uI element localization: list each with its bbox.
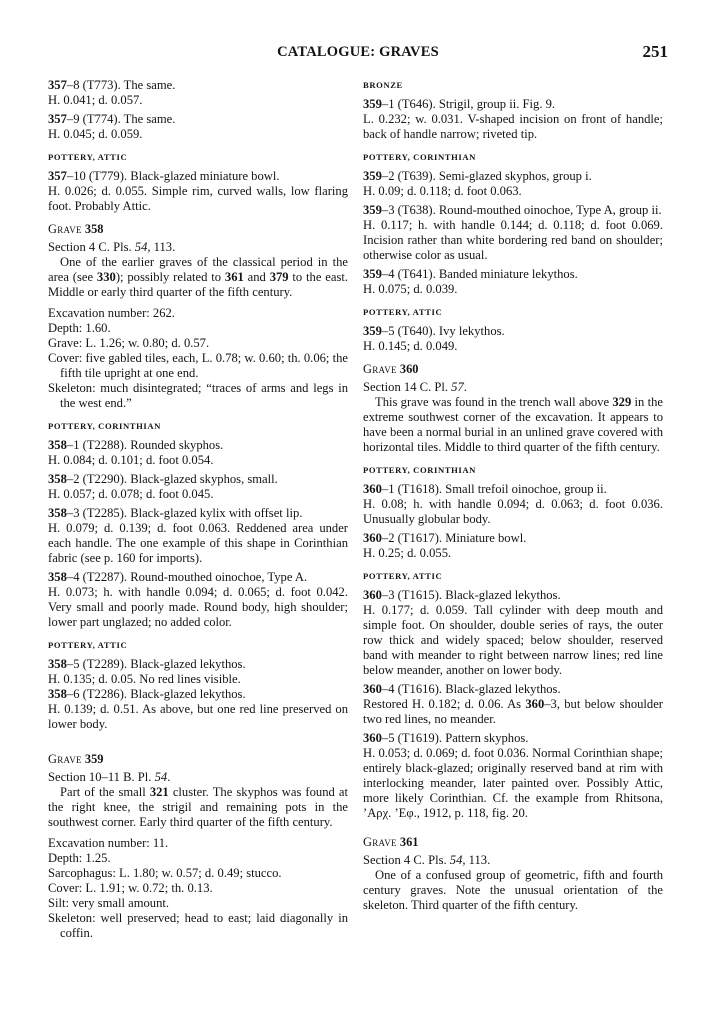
entry-360-5 [363, 731, 663, 821]
entry-title: –5 (T640). Ivy lekythos. [381, 324, 505, 338]
section-heading-pottery-attic: POTTERY, ATTIC [363, 571, 443, 581]
entry-title: –6 (T2286). Black-glazed lekythos. [66, 687, 246, 701]
entry-dimensions: H. 0.135; d. 0.05. No red lines visible. [48, 672, 241, 686]
sarcophagus: Sarcophagus: L. 1.80; w. 0.57; d. 0.49; stucco. [48, 866, 282, 880]
section-heading-pottery-attic: POTTERY, ATTIC [48, 640, 128, 650]
entry-number: 359 [363, 203, 382, 217]
entry-dimensions: Restored H. 0.182; d. 0.06. As 360–3, but below shoulder two red lines, no meander. [363, 697, 663, 726]
grave-heading-358 [48, 222, 348, 237]
entry-360-3 [363, 588, 663, 678]
entry-number: 358 [48, 657, 67, 671]
page-header [48, 44, 668, 64]
entry-number: 359 [363, 324, 382, 338]
entry-number: 357 [48, 78, 67, 92]
entry-title: –1 (T646). Strigil, group ii. Fig. 9. [381, 97, 556, 111]
cover: Cover: five gabled tiles, each, L. 0.78; w. 0.60; th. 0.06; the fifth tile upright at one end. [48, 351, 348, 380]
entry-title: –2 (T1617). Miniature bowl. [381, 531, 527, 545]
grave-description: One of a confused group of geometric, fifth and fourth century graves. Note the unusual orientation of the skeleton. Third quarter of the fifth century. [363, 868, 663, 912]
entry-359-4 [363, 267, 663, 297]
entry-title: –1 (T1618). Small trefoil oinochoe, group ii. [381, 482, 607, 496]
section-heading-pottery-corinthian: POTTERY, CORINTHIAN [363, 465, 476, 475]
entry-dimensions: H. 0.084; d. 0.101; d. foot 0.054. [48, 453, 214, 467]
entry-358-2 [48, 472, 348, 502]
silt: Silt: very small amount. [48, 896, 170, 910]
entry-dimensions: H. 0.139; d. 0.51. As above, but one red line preserved on lower body. [48, 702, 348, 731]
entry-number: 358 [48, 472, 67, 486]
grave-heading-361 [363, 835, 663, 850]
entry-dimensions: H. 0.09; d. 0.118; d. foot 0.063. [363, 184, 522, 198]
grave-description: One of the earlier graves of the classical period in the area (see 330); possibly related to 361 and 379 to the east. Middle or early third quarter of the fifth century. [48, 255, 349, 299]
entry-number: 358 [48, 570, 67, 584]
entry-title: –1 (T2288). Rounded skyphos. [66, 438, 224, 452]
running-head: CATALOGUE: GRAVES [277, 44, 439, 60]
entry-dimensions: H. 0.026; d. 0.055. Simple rim, curved walls, low flaring foot. Probably Attic. [48, 184, 348, 213]
entry-title: –4 (T2287). Round-mouthed oinochoe, Type A. [66, 570, 308, 584]
grave-description: Part of the small 321 cluster. The skyphos was found at the right knee, the strigil and remaining pots in the southwest corner. Early third quarter of the fifth century. [48, 785, 348, 829]
section-heading-pottery-corinthian: POTTERY, CORINTHIAN [363, 152, 476, 162]
entry-number: 360 [363, 531, 382, 545]
cover: Cover: L. 1.91; w. 0.72; th. 0.13. [48, 881, 213, 895]
entry-360-2 [363, 531, 663, 561]
section-heading-bronze: BRONZE [363, 80, 403, 90]
entry-number: 360 [363, 682, 382, 696]
entry-dimensions: L. 0.232; w. 0.031. V-shaped incision on front of handle; back of handle narrow; riveted tip. [363, 112, 663, 141]
entry-title: –3 (T2285). Black-glazed kylix with offset lip. [66, 506, 303, 520]
entry-359-1 [363, 97, 663, 142]
excavation-number: Excavation number: 11. [48, 836, 169, 850]
entry-359-5 [363, 324, 663, 354]
grave-section: Section 4 C. Pls. 54, 113. [363, 853, 491, 867]
grave-heading-359 [48, 752, 348, 767]
entry-number: 358 [48, 438, 67, 452]
grave-section: Section 14 C. Pl. 57. [363, 380, 467, 394]
page-number: 251 [642, 42, 668, 61]
entry-360-1 [363, 482, 663, 527]
entry-dimensions: H. 0.057; d. 0.078; d. foot 0.045. [48, 487, 214, 501]
skeleton: Skeleton: much disintegrated; “traces of arms and legs in the west end.” [48, 381, 348, 410]
grave-number: 361 [399, 835, 419, 849]
entry-number: 358 [48, 506, 67, 520]
entry-dimensions: H. 0.08; h. with handle 0.094; d. 0.063; d. foot 0.036. Unusually globular body. [363, 497, 663, 526]
entry-359-3 [363, 203, 663, 263]
entry-title: –2 (T639). Semi-glazed skyphos, group i. [381, 169, 592, 183]
grave-label: Grave [48, 222, 82, 236]
entry-357-10 [48, 169, 348, 214]
entry-number: 360 [363, 588, 382, 602]
section-heading-pottery-attic: POTTERY, ATTIC [48, 152, 128, 162]
entry-dimensions: H. 0.25; d. 0.055. [363, 546, 452, 560]
excavation-number: Excavation number: 262. [48, 306, 175, 320]
entry-358-4 [48, 570, 348, 630]
entry-358-1 [48, 438, 348, 468]
entry-title: –2 (T2290). Black-glazed skyphos, small. [66, 472, 278, 486]
entry-dimensions: H. 0.075; d. 0.039. [363, 282, 458, 296]
entry-359-2 [363, 169, 663, 199]
entry-358-5 [48, 657, 348, 687]
entry-title: –5 (T2289). Black-glazed lekythos. [66, 657, 246, 671]
entry-title: –8 (T773). The same. [66, 78, 176, 92]
entry-title: –4 (T641). Banded miniature lekythos. [381, 267, 578, 281]
entry-title: –10 (T779). Black-glazed miniature bowl. [66, 169, 280, 183]
entry-number: 360 [363, 731, 382, 745]
grave-heading-360 [363, 362, 663, 377]
grave-label: Grave [363, 835, 397, 849]
entry-dimensions: H. 0.079; d. 0.139; d. foot 0.063. Reddened area under each handle. The one example of this shape in Corinthian fabric (see p. 160 for imports). [48, 521, 348, 565]
grave-section: Section 10–11 B. Pl. 54. [48, 770, 171, 784]
grave-number: 360 [399, 362, 419, 376]
entry-number: 359 [363, 267, 382, 281]
entry-dimensions: H. 0.117; h. with handle 0.144; d. 0.118; d. foot 0.069. Incision rather than white bordering red band on shoulder; otherwise color as usual. [363, 218, 663, 262]
entry-358-6 [48, 687, 348, 732]
grave-dimensions: Grave: L. 1.26; w. 0.80; d. 0.57. [48, 336, 210, 350]
entry-358-3 [48, 506, 348, 566]
entry-number: 357 [48, 112, 67, 126]
entry-357-9 [48, 112, 348, 142]
grave-number: 358 [84, 222, 104, 236]
entry-360-4 [363, 682, 663, 727]
entry-dimensions: H. 0.177; d. 0.059. Tall cylinder with deep mouth and simple foot. On shoulder, double series of rays, the outer row thick and widely spaced; below shoulder, reserved band with meander to right between narrow lines; red line below meander, another on lower body. [363, 603, 663, 677]
entry-title: –9 (T774). The same. [66, 112, 176, 126]
entry-number: 359 [363, 169, 382, 183]
grave-label: Grave [363, 362, 397, 376]
section-heading-pottery-corinthian: POTTERY, CORINTHIAN [48, 421, 161, 431]
skeleton: Skeleton: well preserved; head to east; laid diagonally in coffin. [48, 911, 348, 940]
entry-dimensions: H. 0.053; d. 0.069; d. foot 0.036. Normal Corinthian shape; entirely black-glazed; originally reserved band at rim with interlocking meander, later painted over. Possibly Attic, more likely Corinthian. Cf. the example from Rhitsona, ’Αρχ. ’Εφ., 1912, p. 118, fig. 20. [363, 746, 663, 820]
right-column [363, 78, 663, 913]
depth: Depth: 1.60. [48, 321, 111, 335]
grave-label: Grave [48, 752, 82, 766]
depth: Depth: 1.25. [48, 851, 111, 865]
entry-number: 359 [363, 97, 382, 111]
entry-number: 357 [48, 169, 67, 183]
entry-dimensions: H. 0.145; d. 0.049. [363, 339, 458, 353]
grave-section: Section 4 C. Pls. 54, 113. [48, 240, 176, 254]
grave-description: This grave was found in the trench wall above 329 in the extreme southwest corner of the excavation. It appears to have been a normal burial in an unlined grave covered with horizontal tiles. Middle to third quarter of the fifth century. [363, 395, 663, 454]
entry-title: –3 (T1615). Black-glazed lekythos. [381, 588, 561, 602]
entry-number: 360 [363, 482, 382, 496]
entry-dimensions: H. 0.045; d. 0.059. [48, 127, 143, 141]
entry-number: 358 [48, 687, 67, 701]
grave-number: 359 [84, 752, 104, 766]
entry-title: –4 (T1616). Black-glazed lekythos. [381, 682, 561, 696]
entry-title: –5 (T1619). Pattern skyphos. [381, 731, 529, 745]
left-column [48, 78, 348, 941]
section-heading-pottery-attic: POTTERY, ATTIC [363, 307, 443, 317]
entry-dimensions: H. 0.073; h. with handle 0.094; d. 0.065; d. foot 0.042. Very small and poorly made. Round body, high shoulder; lower part unglazed; no added color. [48, 585, 348, 629]
entry-357-8 [48, 78, 348, 108]
entry-dimensions: H. 0.041; d. 0.057. [48, 93, 143, 107]
entry-title: –3 (T638). Round-mouthed oinochoe, Type A, group ii. [381, 203, 662, 217]
